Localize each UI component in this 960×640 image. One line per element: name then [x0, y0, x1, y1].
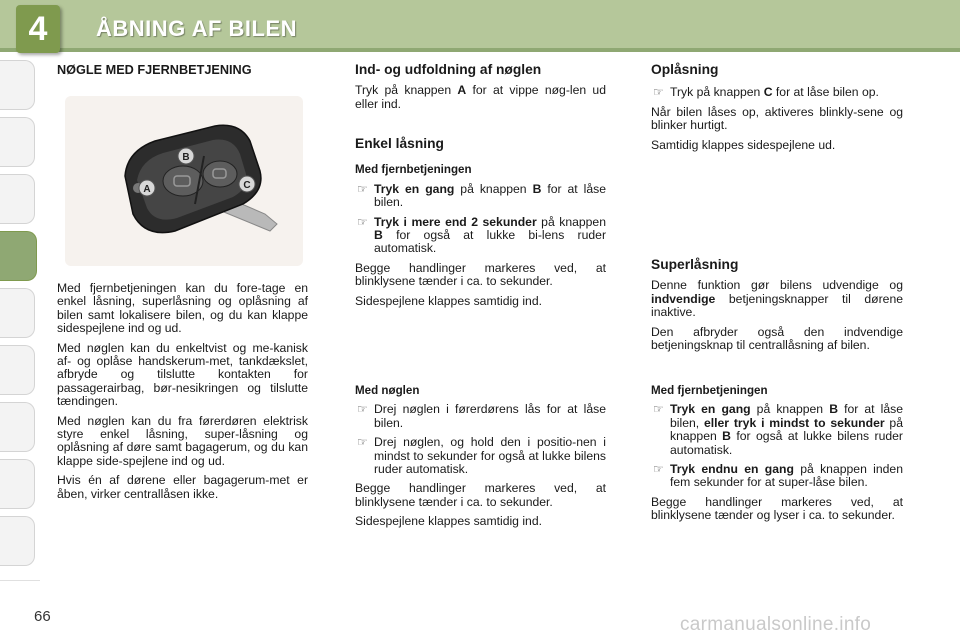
pointing-hand-icon: ☞	[653, 402, 664, 417]
side-tab-2[interactable]	[0, 117, 35, 167]
chapter-title: ÅBNING AF BILEN	[96, 16, 298, 41]
paragraph-folding	[355, 84, 606, 111]
paragraph: Samtidig klappes sidespejlene ud.	[651, 137, 836, 152]
section-title-unlocking: Oplåsning	[651, 62, 719, 77]
column-superlocking-remote	[651, 384, 903, 529]
key-ref: B	[722, 429, 731, 444]
text: Tryk på knappen	[670, 85, 764, 100]
section-title-superlocking: Superlåsning	[651, 257, 739, 272]
page-number: 66	[34, 608, 51, 625]
key-ref: C	[763, 85, 773, 100]
pointing-hand-icon: ☞	[653, 462, 664, 477]
paragraph: Når bilen låses op, aktiveres blinkly-sene og blinker hurtigt.	[651, 104, 903, 133]
text: for at låse bilen,	[670, 402, 904, 430]
column-remote-key-text	[57, 282, 308, 507]
chapter-side-tabs	[0, 60, 40, 573]
pointing-hand-icon: ☞	[357, 435, 368, 450]
text: for at vippe nøg-len ud eller ind.	[355, 83, 606, 111]
text: på knappen	[670, 415, 903, 444]
footer-divider	[0, 580, 40, 581]
list-item	[651, 86, 903, 99]
list-item	[651, 463, 903, 490]
paragraph: Begge handlinger markeres ved, at blinklysene tænder og lyser i ca. to sekunder.	[651, 494, 903, 523]
text: indvendige	[651, 291, 716, 306]
side-tab-8[interactable]	[0, 459, 35, 509]
watermark: carmanualsonline.info	[680, 614, 872, 635]
column-key-locking	[355, 384, 606, 535]
text: for også at lukke bi-lens ruder automatisk.	[374, 228, 606, 256]
column-superlocking	[651, 258, 903, 358]
text: Tryk i mere end 2 sekunder	[374, 214, 537, 229]
text: Tryk på knappen	[355, 83, 458, 98]
text: Drej nøglen, og hold den i positio-nen i mindst to sekunder for også at lukke bilens ruder automatisk.	[374, 435, 606, 477]
text: Drej nøglen i førerdørens lås for at låse bilen.	[374, 402, 606, 430]
key-label-a: A	[143, 184, 151, 195]
paragraph: Sidespejlene klappes samtidig ind.	[355, 293, 542, 308]
side-tab-4-active[interactable]	[0, 231, 37, 281]
list-item	[355, 216, 606, 256]
paragraph: Begge handlinger markeres ved, at blinklysene tænder i ca. to sekunder.	[355, 481, 606, 509]
paragraph	[651, 279, 903, 319]
remote-key-icon	[65, 96, 303, 266]
pointing-hand-icon: ☞	[357, 181, 368, 196]
text: på knappen	[536, 214, 606, 229]
pointing-hand-icon: ☞	[653, 85, 664, 100]
subheading-key: Med nøglen	[355, 384, 420, 397]
subheading-remote: Med fjernbetjeningen	[355, 163, 472, 177]
text: for også at lukke bilens ruder automatisk.	[670, 429, 903, 457]
pointing-hand-icon: ☞	[357, 214, 368, 229]
text: eller tryk i mindst to sekunder	[703, 415, 885, 430]
key-label-c: C	[243, 180, 251, 191]
text: på knappen	[454, 181, 533, 196]
text: for at låse bilen op.	[772, 85, 879, 100]
side-tab-7[interactable]	[0, 402, 35, 452]
list-item	[355, 403, 606, 430]
text: på knappen inden fem sekunder for at super-låse bilen.	[670, 462, 903, 490]
list-item	[355, 436, 606, 476]
key-ref: B	[829, 402, 838, 417]
key-label-b: B	[182, 152, 190, 163]
side-tab-3[interactable]	[0, 174, 35, 224]
remote-key-illustration	[65, 96, 303, 266]
side-tab-6[interactable]	[0, 345, 35, 395]
text: betjeningsknapper til dørene inaktive.	[651, 291, 903, 320]
paragraph: Begge handlinger markeres ved, at blinklysene tænder i ca. to sekunder.	[355, 260, 606, 289]
paragraph: Med nøglen kan du fra førerdøren elektrisk styre enkel låsning, super-låsning og oplåsning af døre samt bagagerum, og du kan klappe side-spejlene ind og ud.	[57, 413, 308, 468]
text: Tryk en gang	[670, 402, 751, 417]
paragraph: Den afbryder også den indvendige betjeningsknap til centrallåsning af bilen.	[651, 324, 903, 353]
key-ref: B	[532, 181, 542, 196]
list-item	[651, 403, 903, 457]
list-item	[355, 183, 606, 210]
column-folding-locking	[355, 63, 606, 117]
section-title-simple-locking: Enkel låsning	[355, 136, 444, 151]
column-simple-locking	[355, 137, 606, 314]
side-tab-9[interactable]	[0, 516, 35, 566]
paragraph: Med nøglen kan du enkeltvist og me-kanisk af- og oplåse handskerum-met, tankdækslet, afbryde og tilslutte kontakten for passagerairbag, bør-nesikringen og tilslutte tændingen.	[57, 340, 308, 409]
pointing-hand-icon: ☞	[357, 402, 368, 417]
text: Tryk en gang	[374, 181, 455, 196]
text: Denne funktion gør bilens udvendige og	[651, 278, 903, 293]
column-remote-key	[57, 64, 308, 77]
subheading-remote: Med fjernbetjeningen	[651, 384, 768, 397]
key-ref: B	[374, 228, 383, 243]
key-ref: A	[457, 83, 467, 98]
text: på knappen	[750, 402, 830, 417]
side-tab-1[interactable]	[0, 60, 35, 110]
text: Tryk endnu en gang	[670, 462, 794, 477]
chapter-number-badge: 4	[16, 5, 60, 53]
paragraph: Hvis én af dørene eller bagagerum-met er åben, virker centrallåsen ikke.	[57, 473, 308, 501]
paragraph: Med fjernbetjeningen kan du fore-tage en enkel låsning, superlåsning og oplåsning af bilen samt lokalisere bilen, og du kan klappe sidespejlene ind og ud.	[57, 281, 308, 336]
side-tab-5[interactable]	[0, 288, 35, 338]
section-title-remote-key: NØGLE MED FJERNBETJENING	[57, 63, 252, 77]
column-unlocking	[651, 63, 903, 158]
text: for at låse bilen.	[374, 181, 607, 210]
section-title-folding: Ind- og udfoldning af nøglen	[355, 62, 542, 77]
paragraph: Sidespejlene klappes samtidig ind.	[355, 514, 542, 529]
